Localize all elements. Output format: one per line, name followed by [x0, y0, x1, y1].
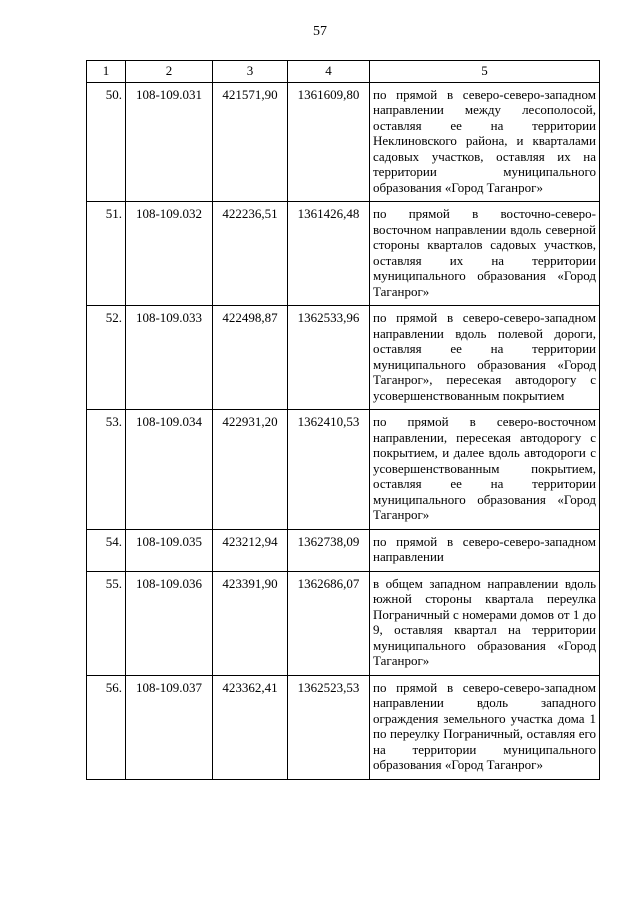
header-col-2: 2	[126, 61, 213, 83]
boundary-points-table	[86, 60, 600, 780]
table-header	[87, 61, 600, 83]
row-number: 53.	[87, 410, 126, 530]
table-row	[87, 202, 600, 306]
boundary-description: по прямой в северо-восточном направлении, пересекая автодорогу с покрытием, и далее вдоль автодороги с усовершенствованным покрытием, оставляя ее на территории муниципального образования «Город Таганрог»	[370, 410, 600, 530]
row-number: 54.	[87, 529, 126, 571]
point-code: 108-109.033	[126, 306, 213, 410]
row-number: 50.	[87, 82, 126, 202]
coordinate-x: 422931,20	[213, 410, 288, 530]
coordinate-y: 1362533,96	[288, 306, 370, 410]
table-row	[87, 306, 600, 410]
page-number: 57	[313, 24, 327, 39]
point-code: 108-109.035	[126, 529, 213, 571]
boundary-description: по прямой в северо-северо-западном направлении между лесополосой, оставляя ее на территории Неклиновского района, и кварталами садовых участков, оставляя их на территории муниципального образования «Город Таганрог»	[370, 82, 600, 202]
row-number: 55.	[87, 571, 126, 675]
table-row	[87, 82, 600, 202]
coordinate-x: 422236,51	[213, 202, 288, 306]
coordinate-y: 1361609,80	[288, 82, 370, 202]
boundary-description: по прямой в северо-северо-западном направлении вдоль западного ограждения земельного участка дома 1 по переулку Пограничный, оставляя его на территории муниципального образования «Город Таганрог»	[370, 675, 600, 779]
point-code: 108-109.032	[126, 202, 213, 306]
coordinate-y: 1362523,53	[288, 675, 370, 779]
coordinate-x: 421571,90	[213, 82, 288, 202]
coordinate-x: 423212,94	[213, 529, 288, 571]
table-body	[87, 82, 600, 779]
coordinate-y: 1362686,07	[288, 571, 370, 675]
table-row	[87, 571, 600, 675]
boundary-description: по прямой в восточно-северо-восточном направлении вдоль северной стороны кварталов садовых участков, оставляя их на территории муниципального образования «Город Таганрог»	[370, 202, 600, 306]
coordinate-x: 422498,87	[213, 306, 288, 410]
boundary-description: по прямой в северо-северо-западном направлении	[370, 529, 600, 571]
header-row	[87, 61, 600, 83]
coordinate-y: 1362410,53	[288, 410, 370, 530]
coordinate-x: 423391,90	[213, 571, 288, 675]
point-code: 108-109.037	[126, 675, 213, 779]
row-number: 51.	[87, 202, 126, 306]
point-code: 108-109.034	[126, 410, 213, 530]
coordinate-y: 1361426,48	[288, 202, 370, 306]
boundary-description: по прямой в северо-северо-западном направлении вдоль полевой дороги, оставляя ее на территории муниципального образования «Город Таганрог», пересекая автодорогу с усовершенствованным покрытием	[370, 306, 600, 410]
row-number: 56.	[87, 675, 126, 779]
header-col-4: 4	[288, 61, 370, 83]
table-row	[87, 675, 600, 779]
point-code: 108-109.031	[126, 82, 213, 202]
header-col-5: 5	[370, 61, 600, 83]
table-row	[87, 410, 600, 530]
row-number: 52.	[87, 306, 126, 410]
coordinate-x: 423362,41	[213, 675, 288, 779]
boundary-description: в общем западном направлении вдоль южной стороны квартала переулка Пограничный с номерами домов от 1 до 9, оставляя квартал на территории муниципального образования «Город Таганрог»	[370, 571, 600, 675]
header-col-3: 3	[213, 61, 288, 83]
table-row	[87, 529, 600, 571]
header-col-1: 1	[87, 61, 126, 83]
point-code: 108-109.036	[126, 571, 213, 675]
coordinate-y: 1362738,09	[288, 529, 370, 571]
